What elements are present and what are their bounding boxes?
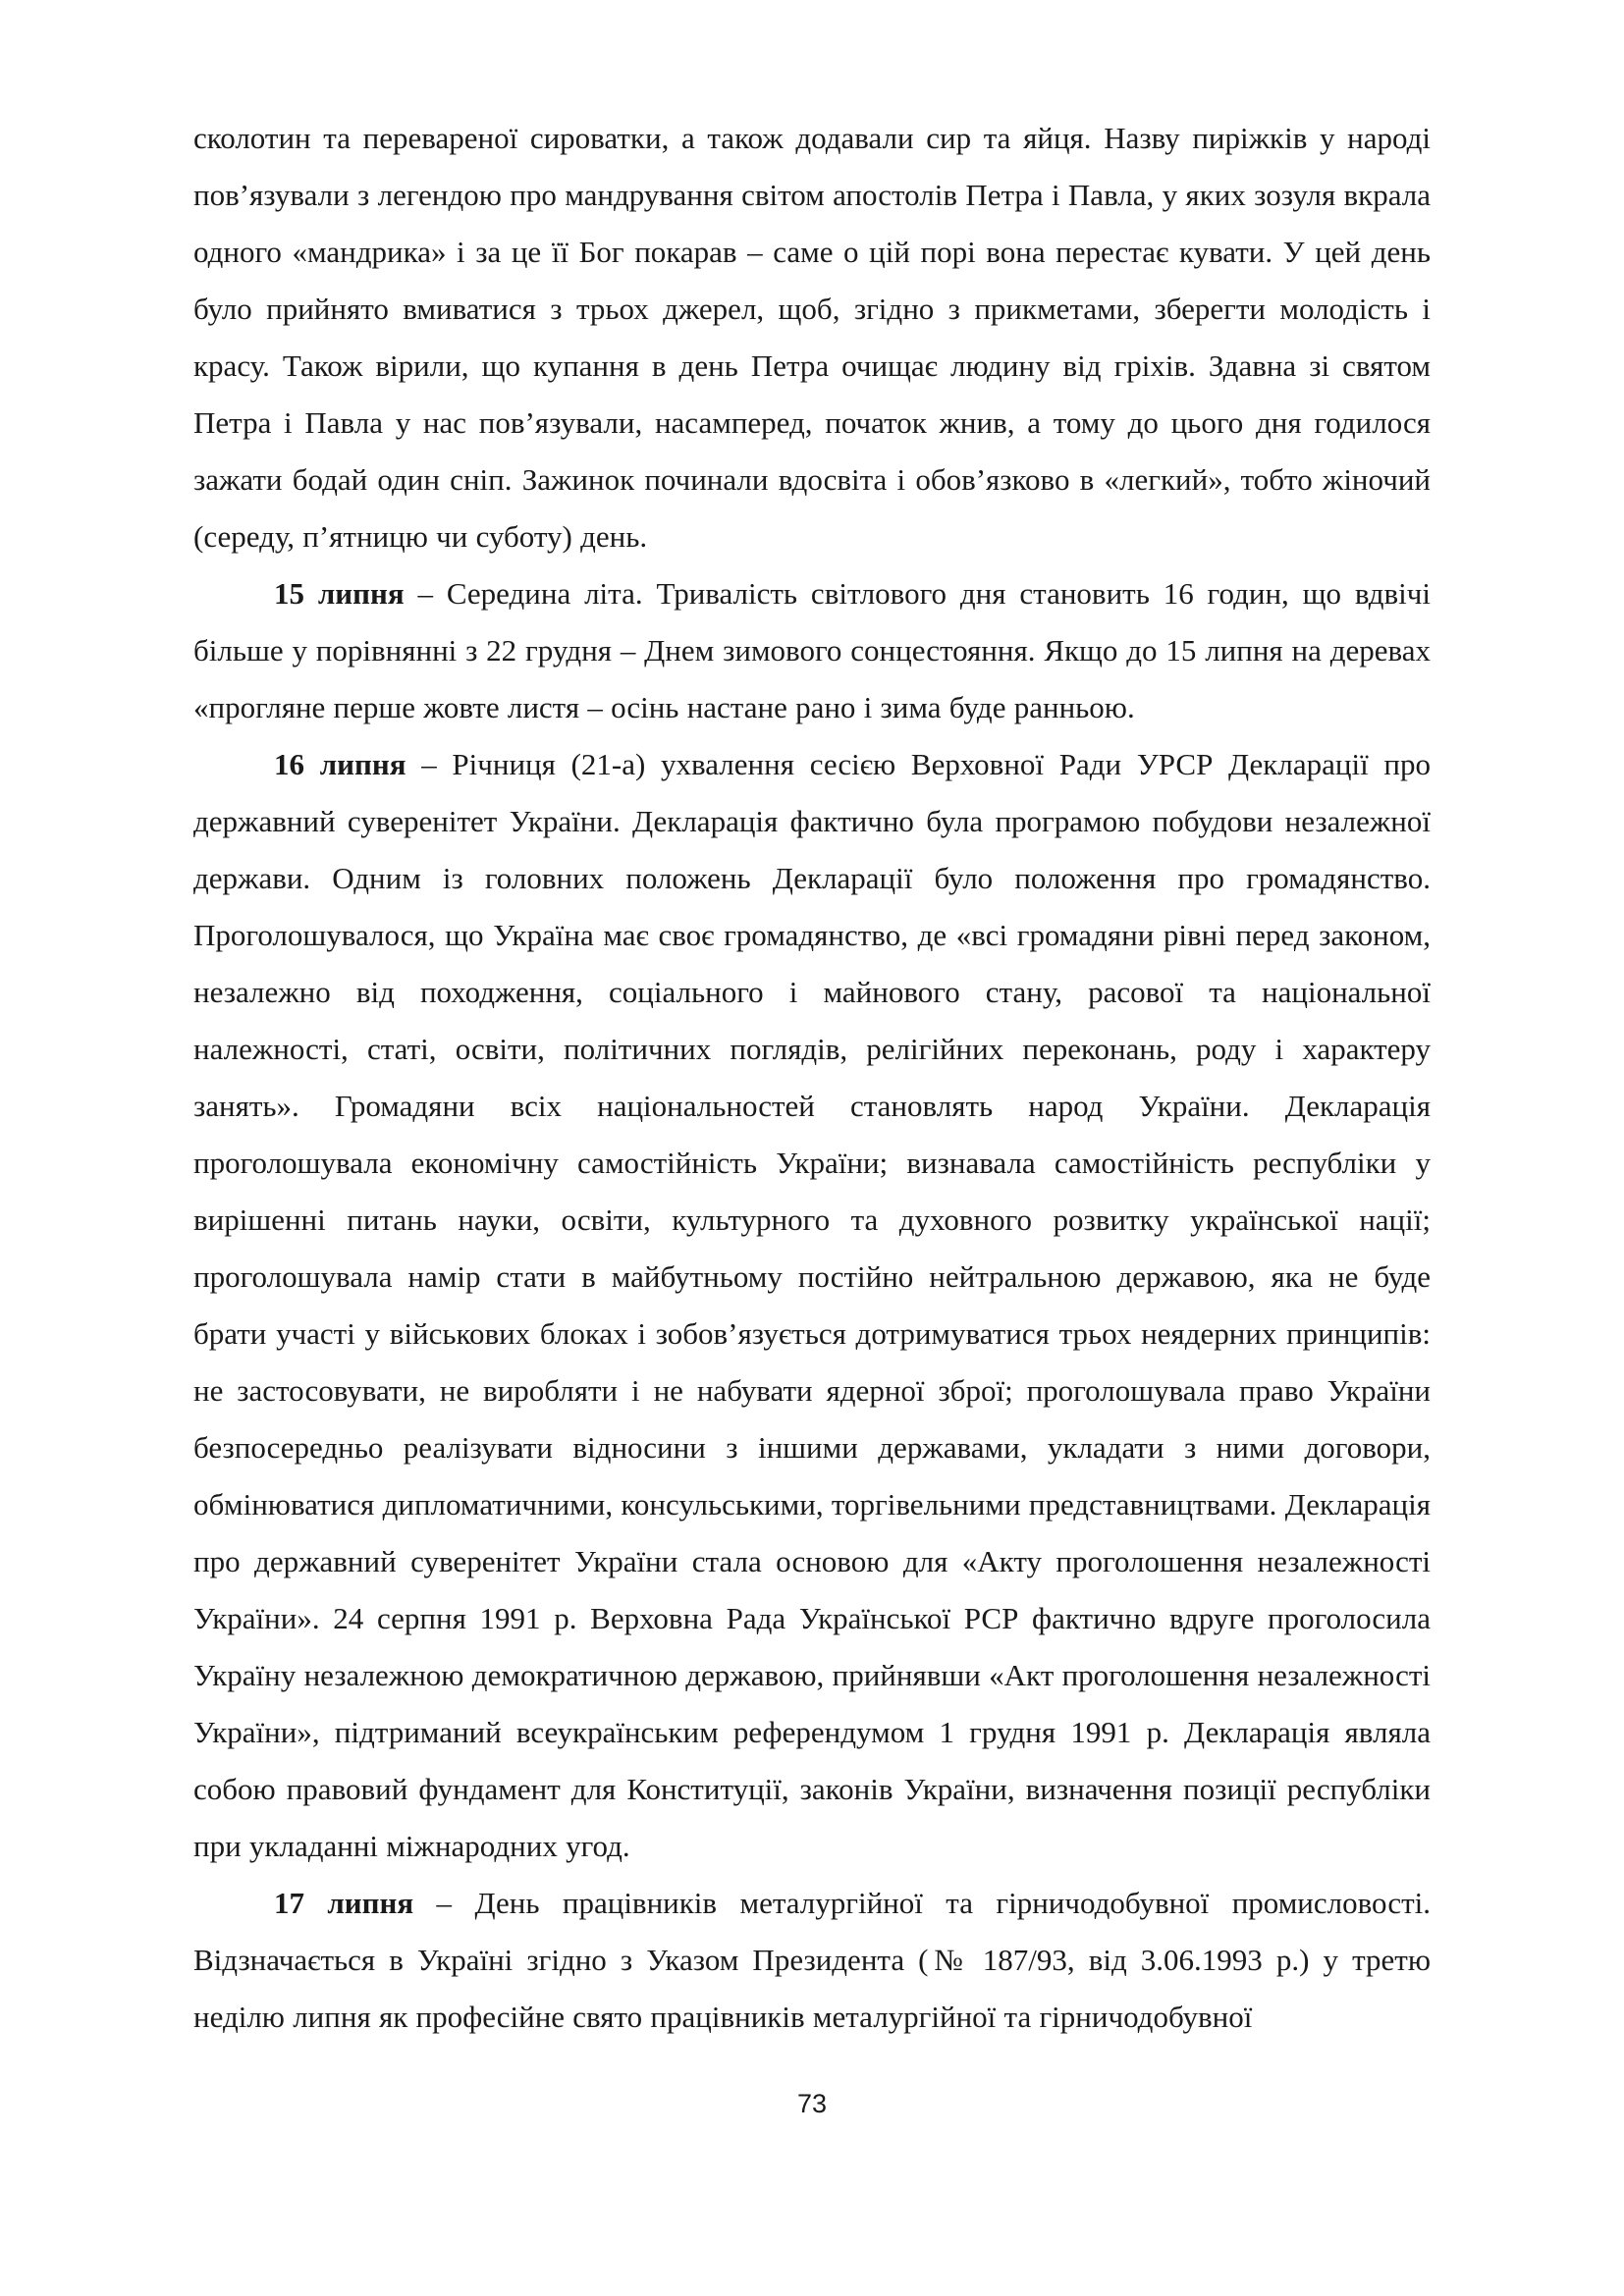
paragraph-july-17 bbox=[193, 1875, 1431, 2046]
paragraph-july-16 bbox=[193, 736, 1431, 1875]
date-heading: 16 липня bbox=[274, 747, 406, 781]
paragraph-continuation bbox=[193, 110, 1431, 565]
paragraph-text: – День працівників металургійної та гірничодобувної промисловості. Відзначається в Україні згідно з Указом Президента (№ 187/93, від 3.06.1993 р.) у третю неділю липня як професійне свято працівників металургійної та гірничодобувної bbox=[193, 1886, 1431, 2034]
page-number: 73 bbox=[796, 2089, 828, 2118]
paragraph-text: – Річниця (21-а) ухвалення сесією Верховної Ради УРСР Декларації про державний суверенітет України. Декларація фактично була програмою побудови незалежної держави. Одним із головних положень Декларації було положення про громадянство. Проголошувалося, що Україна має своє громадянство, де «всі громадяни рівні перед законом, незалежно від походження, соціального і майнового стану, расової та національної належності, статі, освіти, політичних поглядів, релігійних переконань, роду і характеру занять». Громадяни всіх національностей становлять народ України. Декларація проголошувала економічну самостійність України; визнавала самостійність республіки у вирішенні питань науки, освіти, культурного та духовного розвитку української нації; проголошувала намір стати в майбутньому постійно нейтральною державою, яка не буде брати участі у військових блоках і зобов’язується дотримуватися трьох неядерних принципів: не застосовувати, не виробляти і не набувати ядерної зброї; проголошувала право України безпосередньо реалізувати відносини з іншими державами, укладати з ними договори, обмінюватися дипломатичними, консульськими, торгівельними представництвами. Декларація про державний суверенітет України стала основою для «Акту проголошення незалежності України». 24 серпня 1991 р. Верховна Рада Української РСР фактично вдруге проголосила Україну незалежною демократичною державою, прийнявши «Акт проголошення незалежності України», підтриманий всеукраїнським референдумом 1 грудня 1991 р. Декларація являла собою правовий фундамент для Конституції, законів України, визначення позиції республіки при укладанні міжнародних угод. bbox=[193, 747, 1431, 1863]
date-heading: 17 липня bbox=[274, 1886, 414, 1920]
paragraph-july-15 bbox=[193, 565, 1431, 736]
paragraph-text: – Середина літа. Тривалість світлового дня становить 16 годин, що вдвічі більше у порівнянні з 22 грудня – Днем зимового сонцестояння. Якщо до 15 липня на деревах «прогляне перше жовте листя – осінь настане рано і зима буде ранньою. bbox=[193, 576, 1431, 724]
paragraph-text: сколотин та перевареної сироватки, а також додавали сир та яйця. Назву пиріжків у народі пов’язували з легендою про мандрування світом апостолів Петра і Павла, у яких зозуля вкрала одного «мандрика» і за це її Бог покарав – саме о цій порі вона перестає кувати. У цей день було прийнято вмиватися з трьох джерел, щоб, згідно з прикметами, зберегти молодість і красу. Також вірили, що купання в день Петра очищає людину від гріхів. Здавна зі святом Петра і Павла у нас пов’язували, насамперед, початок жнив, а тому до цього дня годилося зажати бодай один сніп. Зажинок починали вдосвіта і обов’язково в «легкий», тобто жіночий (середу, п’ятницю чи суботу) день. bbox=[193, 121, 1431, 554]
document-body bbox=[193, 110, 1431, 2046]
date-heading: 15 липня bbox=[274, 576, 405, 611]
